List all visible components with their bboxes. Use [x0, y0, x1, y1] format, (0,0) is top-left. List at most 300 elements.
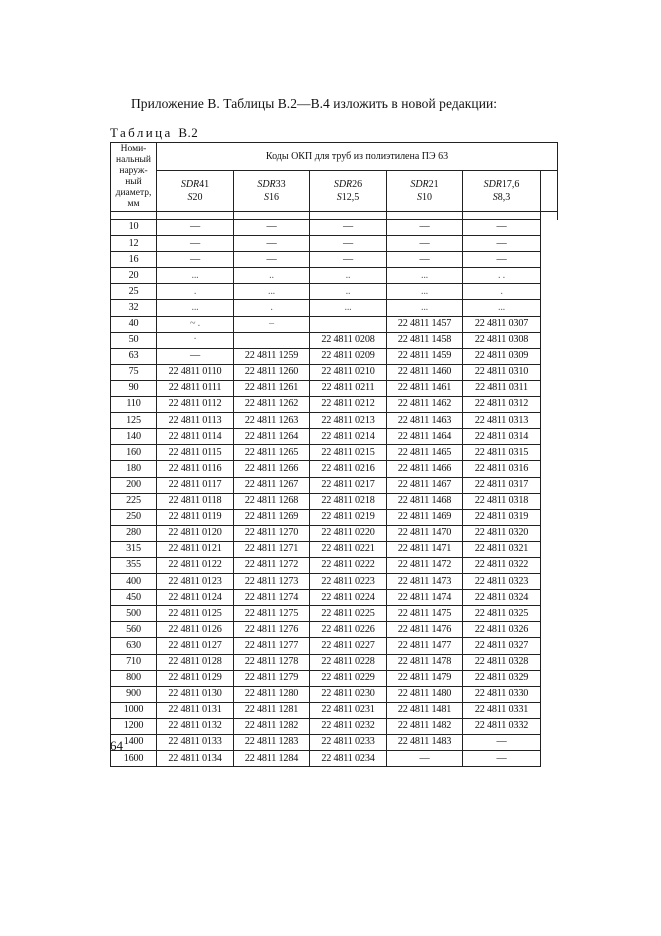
- okp-code-cell: 22 4811 0327: [463, 638, 541, 654]
- sdr-prefix: SDR: [333, 179, 353, 190]
- s-value: 8,3: [497, 192, 511, 203]
- table-row: [111, 429, 558, 445]
- blank-cell: [541, 445, 558, 461]
- blank-cell: [541, 493, 558, 509]
- okp-code-cell: 22 4811 1463: [387, 413, 463, 429]
- okp-code-cell: 22 4811 0307: [463, 316, 541, 332]
- okp-code-cell: 22 4811 1460: [387, 364, 463, 380]
- okp-code-cell: 22 4811 1481: [387, 702, 463, 718]
- diameter-cell: 560: [111, 622, 157, 638]
- diameter-cell: 90: [111, 380, 157, 396]
- s-value: 12,5: [341, 192, 360, 203]
- diameter-cell: 110: [111, 397, 157, 413]
- okp-code-cell: 22 4811 0128: [157, 654, 234, 670]
- spacer-cell: [157, 212, 234, 220]
- diameter-cell: 10: [111, 220, 157, 236]
- okp-code-cell: 22 4811 0326: [463, 622, 541, 638]
- table-row: [111, 477, 558, 493]
- okp-code-cell: ...: [387, 300, 463, 316]
- sdr-value: 21: [428, 179, 439, 190]
- okp-code-cell: . .: [463, 268, 541, 284]
- okp-code-cell: ...: [157, 268, 234, 284]
- sdr-prefix: SDR: [410, 179, 429, 190]
- okp-code-cell: 22 4811 1281: [234, 702, 310, 718]
- blank-cell: [541, 429, 558, 445]
- table-row: [111, 461, 558, 477]
- okp-code-cell: —: [463, 751, 541, 767]
- sdr-value: 26: [352, 179, 363, 190]
- okp-code-cell: 22 4811 0213: [310, 413, 387, 429]
- blank-cell: [541, 751, 558, 767]
- okp-code-cell: 22 4811 0224: [310, 590, 387, 606]
- okp-code-cell: 22 4811 0322: [463, 557, 541, 573]
- page-number: 64: [110, 738, 123, 753]
- okp-code-cell: 22 4811 0134: [157, 751, 234, 767]
- diameter-cell: 63: [111, 348, 157, 364]
- okp-code-cell: 22 4811 0332: [463, 718, 541, 734]
- table-body: [111, 212, 558, 767]
- okp-code-cell: ·: [157, 332, 234, 348]
- diameter-cell: 40: [111, 316, 157, 332]
- okp-code-cell: 22 4811 1265: [234, 445, 310, 461]
- s-value: 20: [192, 192, 203, 203]
- s-value: 16: [269, 192, 279, 203]
- okp-code-cell: 22 4811 0116: [157, 461, 234, 477]
- okp-code-cell: 22 4811 1266: [234, 461, 310, 477]
- okp-code-cell: 22 4811 1278: [234, 654, 310, 670]
- table-row: [111, 686, 558, 702]
- okp-code-cell: 22 4811 0126: [157, 622, 234, 638]
- okp-code-cell: 22 4811 1284: [234, 751, 310, 767]
- okp-code-cell: 22 4811 0208: [310, 332, 387, 348]
- okp-code-cell: 22 4811 0321: [463, 541, 541, 557]
- table-row: [111, 316, 558, 332]
- okp-code-cell: 22 4811 0216: [310, 461, 387, 477]
- okp-code-cell: 22 4811 1471: [387, 541, 463, 557]
- diameter-cell: 1000: [111, 702, 157, 718]
- okp-code-cell: 22 4811 0311: [463, 380, 541, 396]
- okp-code-cell: 22 4811 0233: [310, 735, 387, 751]
- okp-code-cell: 22 4811 1259: [234, 348, 310, 364]
- diameter-cell: 200: [111, 477, 157, 493]
- okp-code-cell: 22 4811 0129: [157, 670, 234, 686]
- table-row: [111, 252, 558, 268]
- okp-code-cell: ..: [310, 268, 387, 284]
- okp-code-cell: 22 4811 0229: [310, 670, 387, 686]
- table-row: [111, 348, 558, 364]
- table-row: [111, 413, 558, 429]
- blank-cell: [541, 670, 558, 686]
- okp-code-cell: 22 4811 1272: [234, 557, 310, 573]
- okp-code-cell: —: [157, 252, 234, 268]
- okp-code-cell: —: [234, 236, 310, 252]
- intro-paragraph: Приложение В. Таблицы В.2—В.4 изложить в новой редакции:: [131, 96, 498, 111]
- diameter-cell: 1400: [111, 735, 157, 751]
- blank-cell: [541, 557, 558, 573]
- okp-code-cell: 22 4811 0316: [463, 461, 541, 477]
- table-row: [111, 638, 558, 654]
- okp-code-cell: 22 4811 0220: [310, 525, 387, 541]
- okp-code-cell: 22 4811 0123: [157, 574, 234, 590]
- table-row: [111, 300, 558, 316]
- okp-code-cell: 22 4811 1482: [387, 718, 463, 734]
- okp-code-cell: 22 4811 0217: [310, 477, 387, 493]
- okp-code-cell: 22 4811 1270: [234, 525, 310, 541]
- okp-code-cell: —: [463, 236, 541, 252]
- okp-code-cell: 22 4811 0223: [310, 574, 387, 590]
- okp-code-cell: 22 4811 0324: [463, 590, 541, 606]
- okp-code-cell: 22 4811 1483: [387, 735, 463, 751]
- spacer-cell: [234, 212, 310, 220]
- okp-code-cell: 22 4811 0314: [463, 429, 541, 445]
- okp-code-cell: 22 4811 0209: [310, 348, 387, 364]
- blank-cell: [541, 380, 558, 396]
- okp-codes-table: [110, 142, 558, 767]
- blank-cell: [541, 300, 558, 316]
- diameter-cell: 900: [111, 686, 157, 702]
- okp-code-cell: –: [234, 316, 310, 332]
- diameter-cell: 50: [111, 332, 157, 348]
- table-row: [111, 364, 558, 380]
- diameter-cell: 450: [111, 590, 157, 606]
- blank-cell: [541, 654, 558, 670]
- diameter-cell: 1200: [111, 718, 157, 734]
- okp-code-cell: 22 4811 1271: [234, 541, 310, 557]
- okp-code-cell: 22 4811 0214: [310, 429, 387, 445]
- blank-cell: [541, 332, 558, 348]
- table-row: [111, 332, 558, 348]
- series-header-3: [310, 171, 387, 212]
- okp-code-cell: 22 4811 0117: [157, 477, 234, 493]
- blank-cell: [541, 461, 558, 477]
- okp-code-cell: 22 4811 0318: [463, 493, 541, 509]
- table-row: [111, 236, 558, 252]
- table-row: [111, 574, 558, 590]
- okp-code-cell: —: [463, 220, 541, 236]
- diameter-cell: 280: [111, 525, 157, 541]
- okp-code-cell: 22 4811 0308: [463, 332, 541, 348]
- okp-code-cell: 22 4811 1280: [234, 686, 310, 702]
- okp-code-cell: 22 4811 0234: [310, 751, 387, 767]
- sdr-prefix: SDR: [257, 179, 276, 190]
- diameter-cell: 20: [111, 268, 157, 284]
- series-header-1: [157, 171, 234, 212]
- okp-code-cell: 22 4811 1480: [387, 686, 463, 702]
- okp-code-cell: 22 4811 1459: [387, 348, 463, 364]
- okp-code-cell: 22 4811 0222: [310, 557, 387, 573]
- okp-code-cell: 22 4811 1461: [387, 380, 463, 396]
- okp-code-cell: ...: [463, 300, 541, 316]
- table-row: [111, 268, 558, 284]
- okp-code-cell: 22 4811 0227: [310, 638, 387, 654]
- okp-code-cell: 22 4811 0309: [463, 348, 541, 364]
- okp-code-cell: ...: [310, 300, 387, 316]
- series-header-row: [111, 171, 558, 212]
- diameter-cell: 710: [111, 654, 157, 670]
- blank-cell: [541, 477, 558, 493]
- s-prefix: S: [492, 192, 498, 203]
- blank-cell: [541, 397, 558, 413]
- okp-code-cell: 22 4811 0228: [310, 654, 387, 670]
- okp-code-cell: 22 4811 0315: [463, 445, 541, 461]
- okp-code-cell: 22 4811 1276: [234, 622, 310, 638]
- table-caption-word: Таблица: [110, 125, 173, 140]
- okp-code-cell: —: [387, 220, 463, 236]
- diameter-cell: 12: [111, 236, 157, 252]
- okp-code-cell: 22 4811 0212: [310, 397, 387, 413]
- blank-cell: [541, 348, 558, 364]
- okp-code-cell: 22 4811 1277: [234, 638, 310, 654]
- okp-code-cell: 22 4811 1472: [387, 557, 463, 573]
- okp-code-cell: 22 4811 0221: [310, 541, 387, 557]
- okp-code-cell: 22 4811 0310: [463, 364, 541, 380]
- okp-code-cell: 22 4811 1479: [387, 670, 463, 686]
- okp-code-cell: —: [157, 236, 234, 252]
- diameter-cell: 225: [111, 493, 157, 509]
- okp-code-cell: [234, 332, 310, 348]
- table-row: [111, 590, 558, 606]
- okp-code-cell: .: [157, 284, 234, 300]
- diameter-cell: 140: [111, 429, 157, 445]
- diameter-cell: 315: [111, 541, 157, 557]
- okp-code-cell: 22 4811 1470: [387, 525, 463, 541]
- okp-code-cell: 22 4811 0232: [310, 718, 387, 734]
- diameter-cell: 32: [111, 300, 157, 316]
- okp-code-cell: 22 4811 1283: [234, 735, 310, 751]
- okp-code-cell: 22 4811 1476: [387, 622, 463, 638]
- okp-code-cell: —: [463, 252, 541, 268]
- okp-code-cell: 22 4811 0331: [463, 702, 541, 718]
- okp-code-cell: 22 4811 1279: [234, 670, 310, 686]
- blank-cell: [541, 284, 558, 300]
- okp-code-cell: 22 4811 1457: [387, 316, 463, 332]
- table-row: [111, 509, 558, 525]
- okp-code-cell: 22 4811 0231: [310, 702, 387, 718]
- diameter-cell: 16: [111, 252, 157, 268]
- okp-code-cell: ...: [387, 268, 463, 284]
- okp-code-cell: 22 4811 1466: [387, 461, 463, 477]
- table-row: [111, 220, 558, 236]
- okp-code-cell: ...: [387, 284, 463, 300]
- okp-code-cell: —: [387, 751, 463, 767]
- okp-code-cell: 22 4811 0133: [157, 735, 234, 751]
- okp-code-cell: 22 4811 1478: [387, 654, 463, 670]
- table-row: [111, 557, 558, 573]
- okp-code-cell: 22 4811 0115: [157, 445, 234, 461]
- okp-code-cell: 22 4811 1464: [387, 429, 463, 445]
- table-row: [111, 445, 558, 461]
- okp-code-cell: 22 4811 0121: [157, 541, 234, 557]
- header-spacer-row: [111, 212, 558, 220]
- okp-code-cell: 22 4811 1477: [387, 638, 463, 654]
- okp-code-cell: 22 4811 0122: [157, 557, 234, 573]
- okp-code-cell: 22 4811 0131: [157, 702, 234, 718]
- okp-code-cell: ...: [234, 284, 310, 300]
- okp-code-cell: [310, 316, 387, 332]
- table-row: [111, 397, 558, 413]
- okp-code-cell: —: [234, 220, 310, 236]
- okp-code-cell: 22 4811 1274: [234, 590, 310, 606]
- diameter-cell: 400: [111, 574, 157, 590]
- okp-code-cell: 22 4811 0132: [157, 718, 234, 734]
- blank-cell: [541, 316, 558, 332]
- okp-code-cell: 22 4811 1467: [387, 477, 463, 493]
- blank-cell: [541, 638, 558, 654]
- s-value: 10: [422, 192, 432, 203]
- okp-code-cell: .: [234, 300, 310, 316]
- table-row: [111, 606, 558, 622]
- diameter-cell: 125: [111, 413, 157, 429]
- series-header-5: [463, 171, 541, 212]
- okp-code-cell: 22 4811 0215: [310, 445, 387, 461]
- diameter-cell: 355: [111, 557, 157, 573]
- okp-code-cell: 22 4811 0330: [463, 686, 541, 702]
- okp-code-cell: ...: [157, 300, 234, 316]
- blank-cell: [541, 702, 558, 718]
- okp-code-cell: 22 4811 0120: [157, 525, 234, 541]
- okp-code-cell: 22 4811 0112: [157, 397, 234, 413]
- okp-code-cell: 22 4811 1462: [387, 397, 463, 413]
- okp-code-cell: 22 4811 0111: [157, 380, 234, 396]
- okp-code-cell: 22 4811 0225: [310, 606, 387, 622]
- diameter-cell: 800: [111, 670, 157, 686]
- blank-cell: [541, 574, 558, 590]
- okp-code-cell: 22 4811 0320: [463, 525, 541, 541]
- blank-cell: [541, 252, 558, 268]
- okp-code-cell: 22 4811 1474: [387, 590, 463, 606]
- okp-code-cell: 22 4811 0125: [157, 606, 234, 622]
- okp-code-cell: 22 4811 1465: [387, 445, 463, 461]
- sdr-value: 41: [199, 179, 210, 190]
- okp-code-cell: 22 4811 0113: [157, 413, 234, 429]
- series-header-2: [234, 171, 310, 212]
- table-row: [111, 622, 558, 638]
- diameter-cell: 500: [111, 606, 157, 622]
- okp-code-cell: 22 4811 0313: [463, 413, 541, 429]
- okp-code-cell: 22 4811 0110: [157, 364, 234, 380]
- blank-cell: [541, 364, 558, 380]
- okp-code-cell: 22 4811 0312: [463, 397, 541, 413]
- blank-cell: [541, 220, 558, 236]
- okp-code-cell: 22 4811 0119: [157, 509, 234, 525]
- table-caption: [110, 125, 198, 141]
- okp-code-cell: .: [463, 284, 541, 300]
- okp-code-cell: —: [387, 236, 463, 252]
- blank-cell: [541, 735, 558, 751]
- diameter-cell: 1600: [111, 751, 157, 767]
- okp-code-cell: —: [157, 348, 234, 364]
- sdr-value: 17,6: [501, 179, 520, 190]
- okp-code-cell: 22 4811 0124: [157, 590, 234, 606]
- okp-code-cell: —: [310, 236, 387, 252]
- okp-code-cell: 22 4811 1282: [234, 718, 310, 734]
- okp-code-cell: 22 4811 0219: [310, 509, 387, 525]
- diameter-header: [111, 143, 157, 212]
- okp-code-cell: 22 4811 1475: [387, 606, 463, 622]
- okp-code-cell: 22 4811 0210: [310, 364, 387, 380]
- table-row: [111, 670, 558, 686]
- okp-code-cell: 22 4811 1261: [234, 380, 310, 396]
- okp-code-cell: 22 4811 1269: [234, 509, 310, 525]
- okp-code-cell: 22 4811 1268: [234, 493, 310, 509]
- blank-cell: [541, 236, 558, 252]
- okp-code-cell: 22 4811 0323: [463, 574, 541, 590]
- diameter-cell: 630: [111, 638, 157, 654]
- s-prefix: S: [417, 192, 422, 203]
- blank-cell: [541, 686, 558, 702]
- okp-code-cell: —: [463, 735, 541, 751]
- okp-code-cell: —: [387, 252, 463, 268]
- table-row: [111, 493, 558, 509]
- spacer-cell: [310, 212, 387, 220]
- okp-code-cell: —: [234, 252, 310, 268]
- blank-cell: [541, 509, 558, 525]
- s-prefix: S: [187, 192, 193, 203]
- okp-code-cell: 22 4811 1273: [234, 574, 310, 590]
- diameter-cell: 75: [111, 364, 157, 380]
- blank-cell: [541, 622, 558, 638]
- s-prefix: S: [336, 192, 342, 203]
- sdr-value: 33: [275, 179, 286, 190]
- blank-cell: [541, 606, 558, 622]
- blank-cell: [541, 718, 558, 734]
- okp-code-cell: ..: [310, 284, 387, 300]
- okp-code-cell: —: [157, 220, 234, 236]
- diameter-cell: 180: [111, 461, 157, 477]
- spacer-cell: [111, 212, 157, 220]
- diameter-header-text: Номи- нальный наруж- ный диаметр, мм: [115, 144, 152, 209]
- okp-code-cell: 22 4811 0118: [157, 493, 234, 509]
- okp-code-cell: ..: [234, 268, 310, 284]
- blank-cell: [541, 525, 558, 541]
- table-row: [111, 380, 558, 396]
- okp-code-cell: ~ .: [157, 316, 234, 332]
- okp-code-cell: 22 4811 0230: [310, 686, 387, 702]
- diameter-cell: 25: [111, 284, 157, 300]
- table-row: [111, 718, 558, 734]
- okp-code-cell: 22 4811 0130: [157, 686, 234, 702]
- spacer-cell: [387, 212, 463, 220]
- table-row: [111, 284, 558, 300]
- blank-cell: [541, 413, 558, 429]
- okp-group-header: Коды ОКП для труб из полиэтилена ПЭ 63: [157, 143, 558, 171]
- okp-code-cell: 22 4811 1263: [234, 413, 310, 429]
- table-row: [111, 525, 558, 541]
- table-row: [111, 751, 558, 767]
- spacer-cell: [463, 212, 541, 220]
- okp-code-cell: 22 4811 0317: [463, 477, 541, 493]
- okp-code-cell: 22 4811 0319: [463, 509, 541, 525]
- okp-code-cell: 22 4811 0226: [310, 622, 387, 638]
- table-caption-number: В.2: [178, 125, 199, 140]
- table-row: [111, 702, 558, 718]
- okp-code-cell: 22 4811 1264: [234, 429, 310, 445]
- okp-code-cell: 22 4811 1260: [234, 364, 310, 380]
- series-header-4: [387, 171, 463, 212]
- okp-code-cell: 22 4811 1468: [387, 493, 463, 509]
- okp-code-cell: —: [310, 252, 387, 268]
- s-prefix: S: [264, 192, 269, 203]
- blank-cell: [541, 590, 558, 606]
- sdr-prefix: SDR: [483, 179, 502, 190]
- okp-code-cell: 22 4811 1473: [387, 574, 463, 590]
- okp-code-cell: 22 4811 0329: [463, 670, 541, 686]
- okp-code-cell: 22 4811 0127: [157, 638, 234, 654]
- okp-code-cell: 22 4811 1469: [387, 509, 463, 525]
- diameter-cell: 250: [111, 509, 157, 525]
- table-row: [111, 735, 558, 751]
- okp-code-cell: 22 4811 1267: [234, 477, 310, 493]
